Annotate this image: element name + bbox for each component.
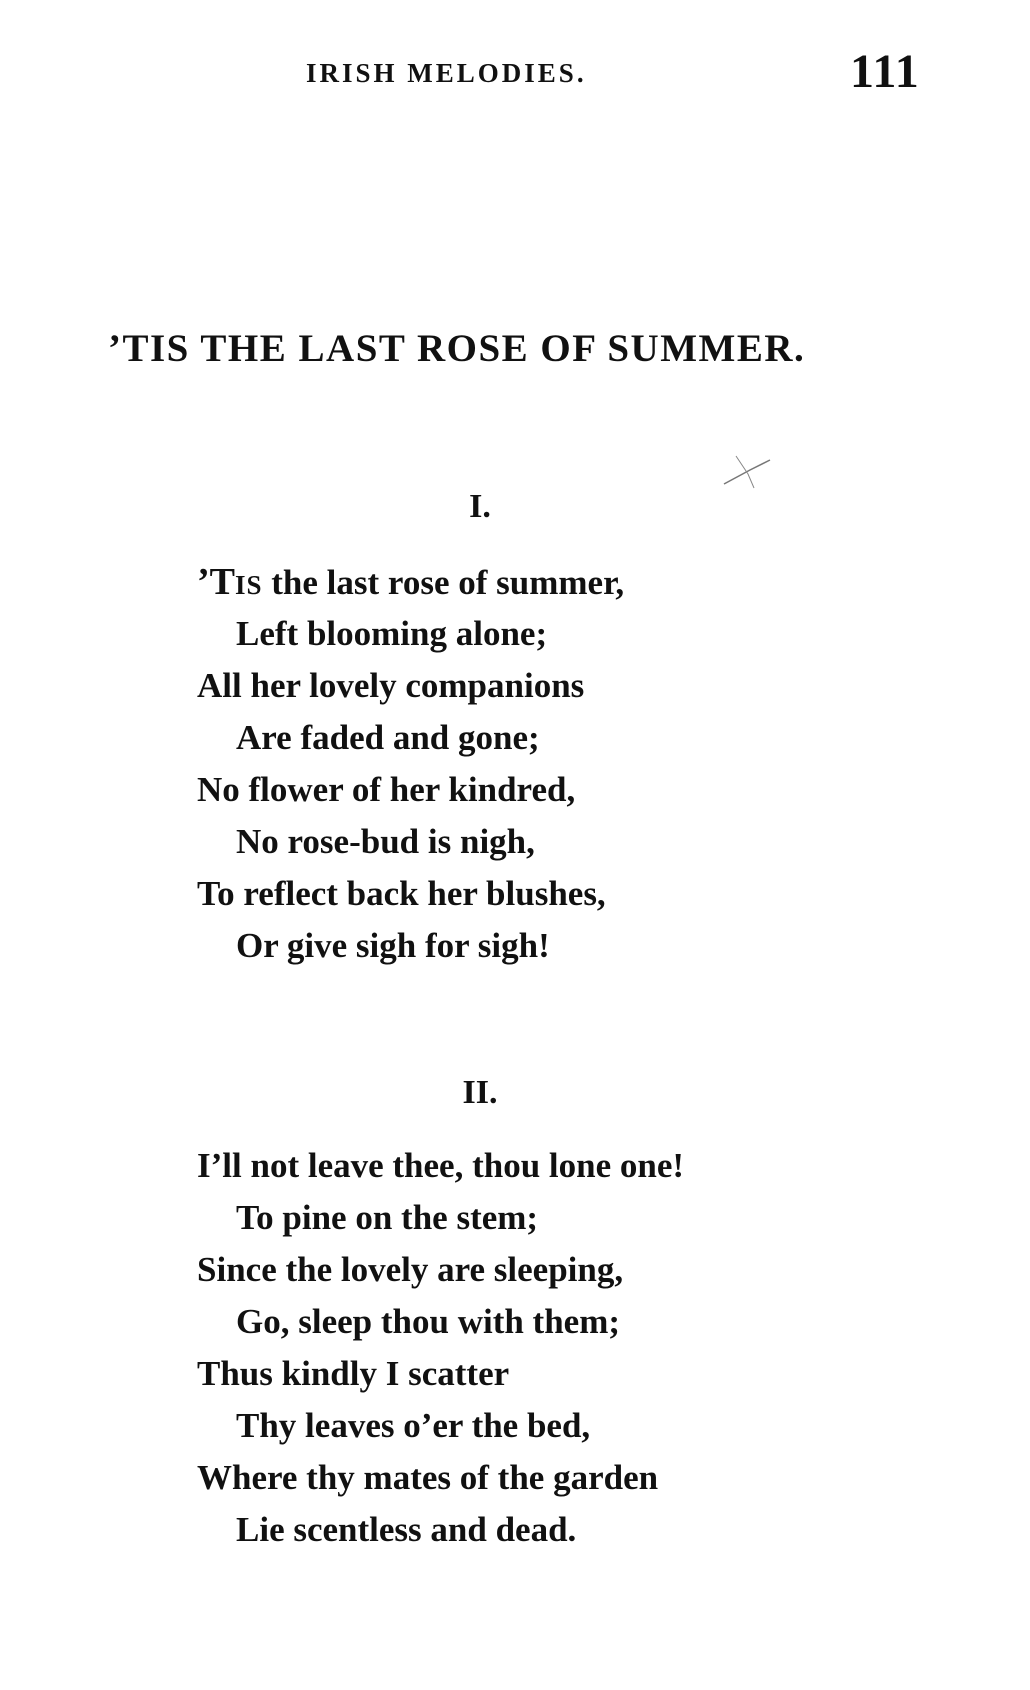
- stanza-1-line-1-smallcap: IS: [235, 570, 263, 600]
- stanza-1-line-1-cap: ’T: [197, 561, 235, 603]
- stanza-2-line-8: Lie scentless and dead.: [236, 1510, 577, 1549]
- stanza-1-line-3: All her lovely companions: [197, 666, 585, 705]
- stanza-1-line-7: To reflect back her blushes,: [197, 874, 606, 913]
- stanza-1-line-8: Or give sigh for sigh!: [236, 926, 550, 965]
- page-number: 111: [850, 45, 920, 98]
- stanza-2-line-2: To pine on the stem;: [236, 1198, 539, 1237]
- stanza-numeral-1: I.: [469, 488, 491, 525]
- stanza-1: [197, 556, 624, 972]
- running-head: IRISH MELODIES.: [306, 58, 587, 88]
- stanza-2-line-1: I’ll not leave thee, thou lone one!: [197, 1146, 685, 1185]
- poem-title: ’TIS THE LAST ROSE OF SUMMER.: [108, 327, 806, 370]
- stanza-1-line-1: [197, 556, 624, 608]
- stanza-numeral-2: II.: [462, 1074, 498, 1111]
- stanza-1-line-1-rest: the last rose of summer,: [262, 563, 625, 602]
- stanza-2-line-6: Thy leaves o’er the bed,: [236, 1406, 591, 1445]
- stanza-2: [197, 1140, 684, 1556]
- pencil-mark-icon: [722, 452, 782, 492]
- stanza-1-line-2: Left blooming alone;: [236, 614, 548, 653]
- stanza-2-line-7: Where thy mates of the garden: [197, 1458, 659, 1497]
- stanza-1-line-6: No rose-bud is nigh,: [236, 822, 535, 861]
- stanza-2-line-4: Go, sleep thou with them;: [236, 1302, 621, 1341]
- stanza-2-line-3: Since the lovely are sleeping,: [197, 1250, 624, 1289]
- stanza-1-line-5: No flower of her kindred,: [197, 770, 576, 809]
- stanza-2-line-5: Thus kindly I scatter: [197, 1354, 510, 1393]
- stanza-1-line-4: Are faded and gone;: [236, 718, 540, 757]
